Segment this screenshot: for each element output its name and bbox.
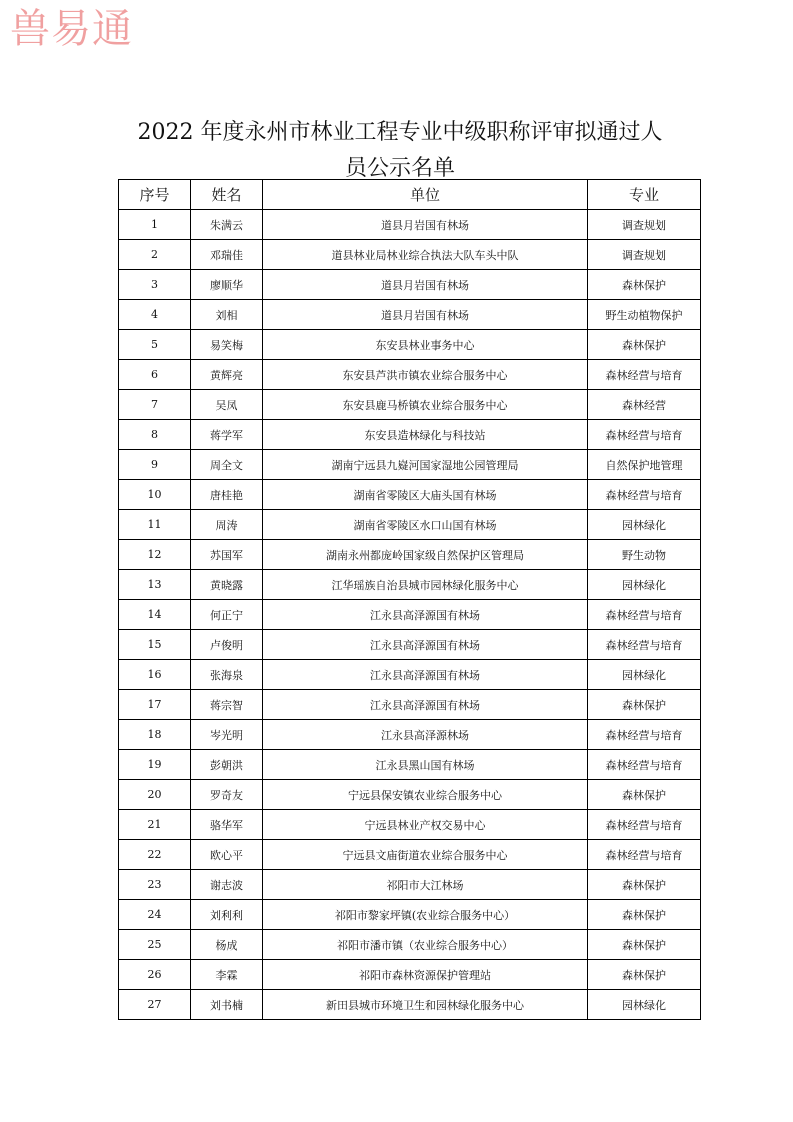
table-row	[119, 810, 701, 840]
cell-index: 7	[119, 390, 191, 420]
table-row	[119, 720, 701, 750]
table-row	[119, 750, 701, 780]
title-line-1: 2022 年度永州市林业工程专业中级职称评审拟通过人	[137, 119, 663, 145]
cell-specialty: 森林经营与培育	[588, 600, 701, 630]
table-row	[119, 600, 701, 630]
cell-index: 6	[119, 360, 191, 390]
cell-name: 朱满云	[191, 210, 263, 240]
cell-name: 彭朝洪	[191, 750, 263, 780]
table-row	[119, 300, 701, 330]
cell-name: 刘书楠	[191, 990, 263, 1020]
cell-index: 20	[119, 780, 191, 810]
table-row	[119, 570, 701, 600]
cell-specialty: 森林保护	[588, 690, 701, 720]
cell-unit: 宁远县林业产权交易中心	[263, 810, 588, 840]
cell-unit: 祁阳市森林资源保护管理站	[263, 960, 588, 990]
cell-unit: 道县月岩国有林场	[263, 270, 588, 300]
cell-index: 14	[119, 600, 191, 630]
cell-index: 13	[119, 570, 191, 600]
cell-specialty: 野生动物	[588, 540, 701, 570]
cell-name: 吴凤	[191, 390, 263, 420]
table-body	[119, 210, 701, 1020]
table-row	[119, 210, 701, 240]
cell-index: 12	[119, 540, 191, 570]
cell-name: 杨成	[191, 930, 263, 960]
cell-index: 23	[119, 870, 191, 900]
cell-specialty: 森林经营	[588, 390, 701, 420]
table-row	[119, 360, 701, 390]
cell-index: 4	[119, 300, 191, 330]
table-row	[119, 840, 701, 870]
cell-name: 岑光明	[191, 720, 263, 750]
cell-name: 刘利利	[191, 900, 263, 930]
table-row	[119, 960, 701, 990]
cell-unit: 东安县林业事务中心	[263, 330, 588, 360]
cell-specialty: 自然保护地管理	[588, 450, 701, 480]
cell-specialty: 森林经营与培育	[588, 420, 701, 450]
cell-unit: 祁阳市黎家坪镇(农业综合服务中心）	[263, 900, 588, 930]
page-title	[100, 115, 700, 187]
cell-specialty: 园林绿化	[588, 570, 701, 600]
table-row	[119, 990, 701, 1020]
cell-name: 唐桂艳	[191, 480, 263, 510]
cell-specialty: 野生动植物保护	[588, 300, 701, 330]
cell-index: 1	[119, 210, 191, 240]
cell-index: 18	[119, 720, 191, 750]
header-index: 序号	[119, 180, 191, 210]
cell-specialty: 森林经营与培育	[588, 630, 701, 660]
cell-index: 16	[119, 660, 191, 690]
cell-specialty: 森林保护	[588, 900, 701, 930]
cell-unit: 江华瑶族自治县城市园林绿化服务中心	[263, 570, 588, 600]
cell-name: 蒋宗智	[191, 690, 263, 720]
cell-index: 26	[119, 960, 191, 990]
table-row	[119, 870, 701, 900]
cell-unit: 江永县高泽源国有林场	[263, 600, 588, 630]
cell-unit: 江永县高泽源国有林场	[263, 660, 588, 690]
cell-unit: 道县林业局林业综合执法大队车头中队	[263, 240, 588, 270]
cell-name: 欧心平	[191, 840, 263, 870]
table-row	[119, 450, 701, 480]
cell-specialty: 园林绿化	[588, 510, 701, 540]
table-row	[119, 270, 701, 300]
cell-unit: 祁阳市大江林场	[263, 870, 588, 900]
cell-index: 17	[119, 690, 191, 720]
cell-name: 周全文	[191, 450, 263, 480]
cell-unit: 道县月岩国有林场	[263, 210, 588, 240]
cell-name: 黄晓露	[191, 570, 263, 600]
cell-unit: 宁远县保安镇农业综合服务中心	[263, 780, 588, 810]
cell-unit: 道县月岩国有林场	[263, 300, 588, 330]
cell-index: 9	[119, 450, 191, 480]
cell-index: 27	[119, 990, 191, 1020]
table-row	[119, 510, 701, 540]
table-row	[119, 480, 701, 510]
table-row	[119, 240, 701, 270]
cell-unit: 东安县造林绿化与科技站	[263, 420, 588, 450]
table-header-row	[119, 180, 701, 210]
table-row	[119, 630, 701, 660]
cell-index: 2	[119, 240, 191, 270]
cell-unit: 江永县高泽源林场	[263, 720, 588, 750]
cell-unit: 东安县鹿马桥镇农业综合服务中心	[263, 390, 588, 420]
cell-unit: 湖南宁远县九嶷河国家湿地公园管理局	[263, 450, 588, 480]
cell-specialty: 森林经营与培育	[588, 750, 701, 780]
cell-unit: 宁远县文庙街道农业综合服务中心	[263, 840, 588, 870]
cell-index: 10	[119, 480, 191, 510]
cell-index: 24	[119, 900, 191, 930]
table-row	[119, 780, 701, 810]
cell-name: 张海泉	[191, 660, 263, 690]
cell-specialty: 森林保护	[588, 780, 701, 810]
cell-specialty: 森林保护	[588, 330, 701, 360]
cell-unit: 江永县高泽源国有林场	[263, 690, 588, 720]
table-row	[119, 660, 701, 690]
cell-unit: 湖南省零陵区大庙头国有林场	[263, 480, 588, 510]
cell-specialty: 调查规划	[588, 240, 701, 270]
cell-specialty: 园林绿化	[588, 660, 701, 690]
header-name: 姓名	[191, 180, 263, 210]
table-row	[119, 690, 701, 720]
table-row	[119, 930, 701, 960]
cell-specialty: 森林经营与培育	[588, 810, 701, 840]
watermark-logo: 兽易通	[10, 6, 133, 52]
cell-name: 骆华军	[191, 810, 263, 840]
cell-index: 22	[119, 840, 191, 870]
cell-specialty: 森林经营与培育	[588, 480, 701, 510]
cell-index: 19	[119, 750, 191, 780]
cell-name: 刘相	[191, 300, 263, 330]
title-line-2: 员公示名单	[344, 155, 455, 181]
cell-name: 蒋学军	[191, 420, 263, 450]
cell-name: 易笑梅	[191, 330, 263, 360]
cell-unit: 湖南永州都庞岭国家级自然保护区管理局	[263, 540, 588, 570]
cell-specialty: 森林保护	[588, 270, 701, 300]
cell-name: 廖顺华	[191, 270, 263, 300]
table-row	[119, 390, 701, 420]
cell-specialty: 森林保护	[588, 960, 701, 990]
cell-index: 8	[119, 420, 191, 450]
cell-specialty: 森林保护	[588, 930, 701, 960]
cell-specialty: 调查规划	[588, 210, 701, 240]
cell-name: 卢俊明	[191, 630, 263, 660]
cell-index: 5	[119, 330, 191, 360]
cell-unit: 新田县城市环境卫生和园林绿化服务中心	[263, 990, 588, 1020]
cell-name: 李霖	[191, 960, 263, 990]
table-row	[119, 900, 701, 930]
cell-unit: 湖南省零陵区水口山国有林场	[263, 510, 588, 540]
cell-name: 罗奇友	[191, 780, 263, 810]
cell-name: 谢志波	[191, 870, 263, 900]
cell-index: 15	[119, 630, 191, 660]
cell-specialty: 森林经营与培育	[588, 360, 701, 390]
cell-index: 25	[119, 930, 191, 960]
cell-unit: 祁阳市潘市镇（农业综合服务中心）	[263, 930, 588, 960]
cell-name: 何正宁	[191, 600, 263, 630]
table-row	[119, 330, 701, 360]
cell-specialty: 森林经营与培育	[588, 720, 701, 750]
header-specialty: 专业	[588, 180, 701, 210]
table-row	[119, 540, 701, 570]
header-unit: 单位	[263, 180, 588, 210]
cell-unit: 东安县芦洪市镇农业综合服务中心	[263, 360, 588, 390]
cell-unit: 江永县黑山国有林场	[263, 750, 588, 780]
cell-specialty: 森林保护	[588, 870, 701, 900]
cell-name: 黄辉亮	[191, 360, 263, 390]
cell-specialty: 森林经营与培育	[588, 840, 701, 870]
cell-index: 3	[119, 270, 191, 300]
table-row	[119, 420, 701, 450]
cell-name: 邓瑞佳	[191, 240, 263, 270]
cell-index: 21	[119, 810, 191, 840]
roster-table	[118, 179, 701, 1020]
cell-unit: 江永县高泽源国有林场	[263, 630, 588, 660]
cell-specialty: 园林绿化	[588, 990, 701, 1020]
cell-name: 周涛	[191, 510, 263, 540]
cell-name: 苏国军	[191, 540, 263, 570]
cell-index: 11	[119, 510, 191, 540]
